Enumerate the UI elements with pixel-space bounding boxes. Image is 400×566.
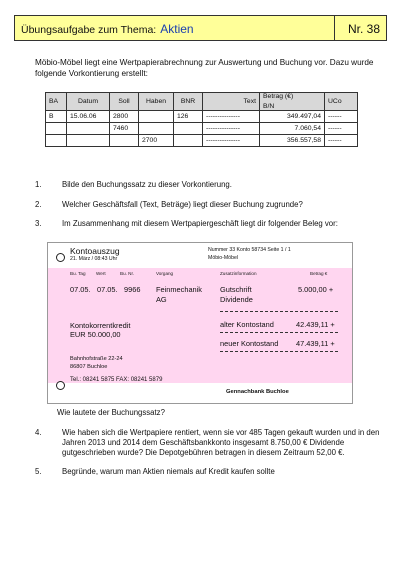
- entry-vorgang-1: Feinmechanik: [156, 285, 203, 294]
- col-datum: Datum: [67, 93, 110, 111]
- receipt-date: 21. März / 08:43 Uhr: [70, 256, 118, 262]
- question-3-followup: Wie lautete der Buchungssatz?: [57, 408, 165, 417]
- entry-bu-nr: 9966: [124, 285, 141, 294]
- header-bar: [14, 15, 387, 41]
- col-wert: Wert: [96, 271, 106, 276]
- table-row: 7460 --------------- 7.060,54 ------: [46, 123, 358, 135]
- intro-text: Möbio-Möbel liegt eine Wertpapierabrechnung zur Auswertung und Buchung vor. Dazu wurde folgende Vorkontierung erstellt:: [35, 58, 374, 78]
- neuer-kontostand-label: neuer Kontostand: [220, 339, 279, 348]
- kredit-value: EUR 50.000,00: [70, 330, 121, 339]
- header-topic: Aktien: [160, 22, 194, 36]
- bank-name: Gennachbank Buchloe: [226, 389, 289, 395]
- bank-address-1: Bahnhofstraße 22-24: [70, 356, 123, 362]
- entry-wert: 07.05.: [97, 285, 118, 294]
- kredit-label: Kontokorrentkredit: [70, 321, 131, 330]
- entry-zusatz-2: Dividende: [220, 295, 253, 304]
- col-bn: B/N: [263, 103, 275, 110]
- table-row: B 15.06.06 2800 126 --------------- 349.497,04 ------: [46, 111, 358, 123]
- col-bu-nr: Bu. Nr.: [120, 271, 135, 276]
- col-zusatz: Zusatzinformation: [220, 271, 257, 276]
- entry-vorgang-2: AG: [156, 295, 167, 304]
- header-title: Übungsaufgabe zum Thema: Aktien: [21, 22, 194, 36]
- punch-hole-icon: [56, 381, 65, 390]
- col-betrag: Betrag (€) B/N: [260, 93, 325, 111]
- bank-contact: Tel.: 08241 5875 FAX: 08241 5879: [70, 377, 163, 383]
- table-row: 2700 --------------- 356.557,58 ------: [46, 135, 358, 147]
- receipt-owner: Möbio-Möbel: [208, 255, 238, 261]
- dashed-divider: [220, 311, 338, 312]
- col-vorgang: Vorgang: [156, 271, 174, 276]
- alter-kontostand-value: 42.439,11 +: [296, 320, 335, 329]
- entry-zusatz-1: Gutschrift: [220, 285, 252, 294]
- receipt-meta: Nummer 33 Konto 58734 Seite 1 / 1: [208, 247, 291, 253]
- entry-betrag: 5.000,00 +: [298, 285, 334, 294]
- kontoauszug: [47, 242, 353, 404]
- alter-kontostand-label: alter Kontostand: [220, 320, 274, 329]
- col-bnr: BNR: [174, 93, 203, 111]
- punch-hole-icon: [56, 253, 65, 262]
- entry-bu-tag: 07.05.: [70, 285, 91, 294]
- col-bu-tag: Bu. Tag: [70, 271, 86, 276]
- neuer-kontostand-value: 47.439,11 +: [296, 339, 335, 348]
- receipt-bottom-band: [48, 383, 352, 403]
- col-uco: UCo: [325, 93, 358, 111]
- table-header-row: [46, 93, 358, 111]
- col-betrag: Betrag €: [310, 271, 328, 276]
- dashed-divider: [220, 351, 338, 352]
- col-text: Text: [203, 93, 260, 111]
- col-ba: BA: [46, 93, 67, 111]
- bank-address-2: 86807 Buchloe: [70, 364, 108, 370]
- vorkontierung-table: [45, 92, 358, 147]
- dashed-divider: [220, 332, 338, 333]
- col-soll: Soll: [110, 93, 139, 111]
- receipt-title: Kontoauszug: [70, 246, 120, 256]
- col-haben: Haben: [139, 93, 174, 111]
- header-divider: [334, 16, 335, 40]
- exercise-number: Nr. 38: [348, 22, 381, 36]
